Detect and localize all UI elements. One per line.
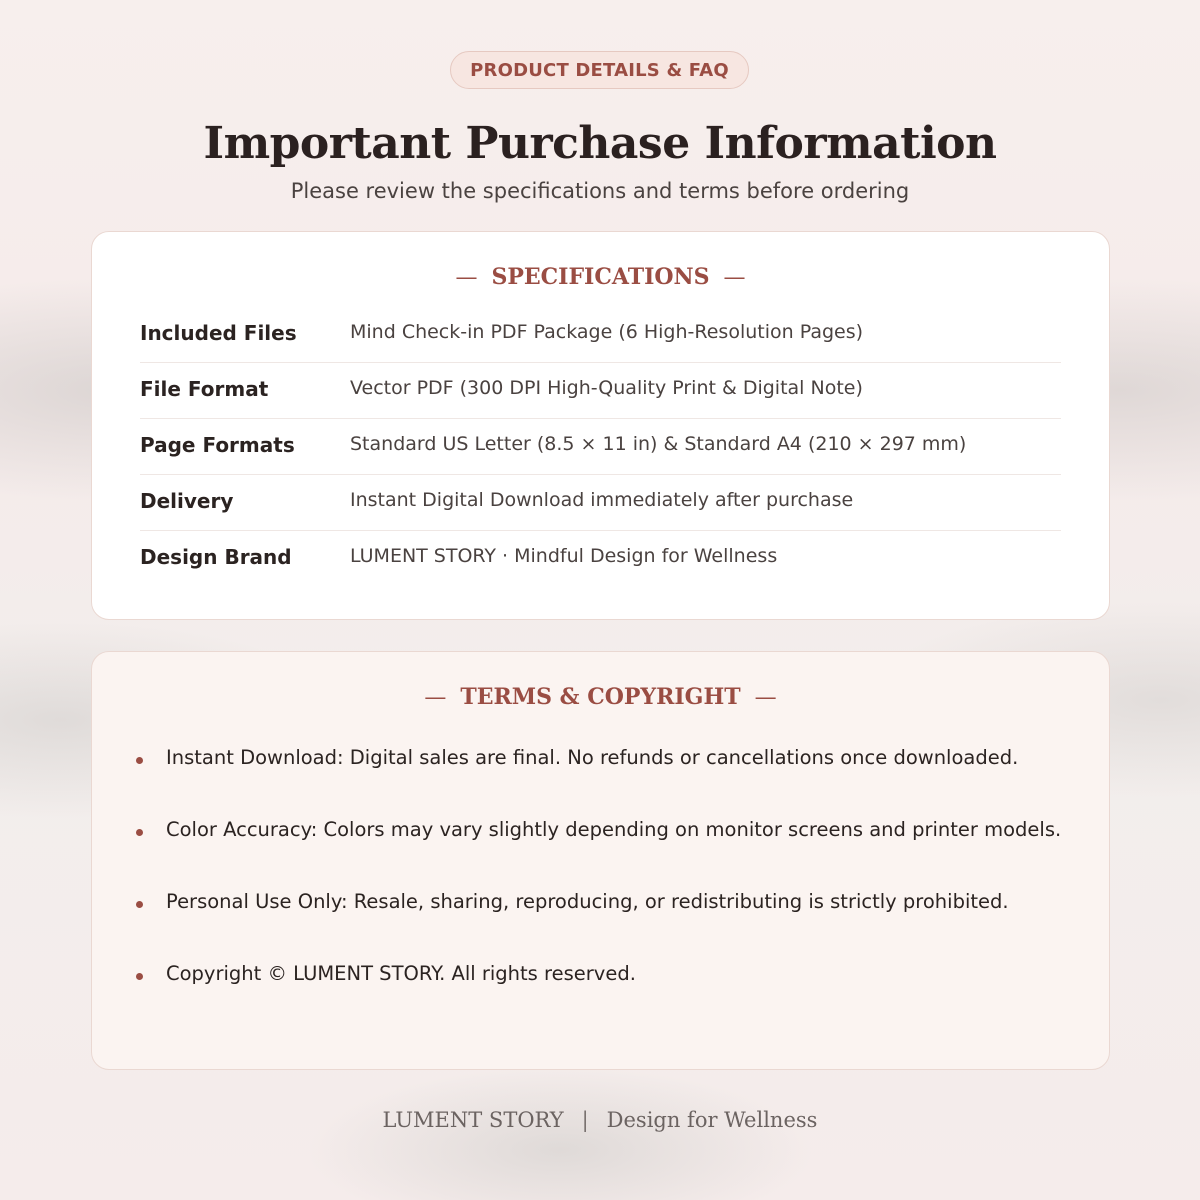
spec-label: File Format <box>140 377 269 401</box>
bullet-dot-icon <box>136 901 143 908</box>
page-subtitle: Please review the specifications and terms before ordering <box>290 179 910 203</box>
list-item <box>136 962 1076 992</box>
heading-dash-right: — <box>754 685 777 710</box>
list-item <box>136 746 1076 776</box>
terms-heading <box>92 684 1109 710</box>
footer-brand: LUMENT STORY <box>382 1108 564 1132</box>
page-title: Important Purchase Information <box>203 118 997 169</box>
terms-heading-text: TERMS & COPYRIGHT <box>460 684 741 710</box>
footer <box>0 1108 1200 1132</box>
term-text: Personal Use Only: Resale, sharing, reproducing, or redistributing is strictly prohibited. <box>166 890 1009 913</box>
term-text: Instant Download: Digital sales are final. No refunds or cancellations once downloaded. <box>166 746 1019 769</box>
spec-label: Included Files <box>140 321 297 345</box>
spec-row-file-format <box>140 362 1061 419</box>
spec-label: Delivery <box>140 489 234 513</box>
spec-value: Instant Digital Download immediately after purchase <box>350 489 854 511</box>
term-text: Color Accuracy: Colors may vary slightly depending on monitor screens and printer models. <box>166 818 1062 841</box>
specifications-heading <box>92 264 1109 290</box>
list-item <box>136 818 1076 848</box>
bullet-dot-icon <box>136 757 143 764</box>
spec-row-included-files <box>140 306 1061 363</box>
footer-separator: | <box>581 1108 589 1132</box>
spec-row-delivery <box>140 474 1061 531</box>
spec-label: Design Brand <box>140 545 292 569</box>
heading-dash-left: — <box>424 685 447 710</box>
footer-tagline: Design for Wellness <box>606 1108 818 1132</box>
specifications-heading-text: SPECIFICATIONS <box>491 264 710 290</box>
spec-label: Page Formats <box>140 433 295 457</box>
spec-value: Vector PDF (300 DPI High-Quality Print & Digital Note) <box>350 377 863 399</box>
bullet-dot-icon <box>136 829 143 836</box>
term-text: Copyright © LUMENT STORY. All rights reserved. <box>166 962 636 985</box>
spec-row-page-formats <box>140 418 1061 475</box>
section-badge: PRODUCT DETAILS & FAQ <box>450 51 749 89</box>
terms-card <box>91 651 1110 1070</box>
heading-dash-left: — <box>455 265 478 290</box>
bullet-dot-icon <box>136 973 143 980</box>
spec-value: Standard US Letter (8.5 × 11 in) & Standard A4 (210 × 297 mm) <box>350 433 967 455</box>
spec-value: Mind Check-in PDF Package (6 High-Resolution Pages) <box>350 321 864 343</box>
heading-dash-right: — <box>723 265 746 290</box>
spec-value: LUMENT STORY · Mindful Design for Wellness <box>350 545 778 567</box>
list-item <box>136 890 1076 920</box>
specifications-card <box>91 231 1110 620</box>
spec-row-design-brand <box>140 530 1061 586</box>
